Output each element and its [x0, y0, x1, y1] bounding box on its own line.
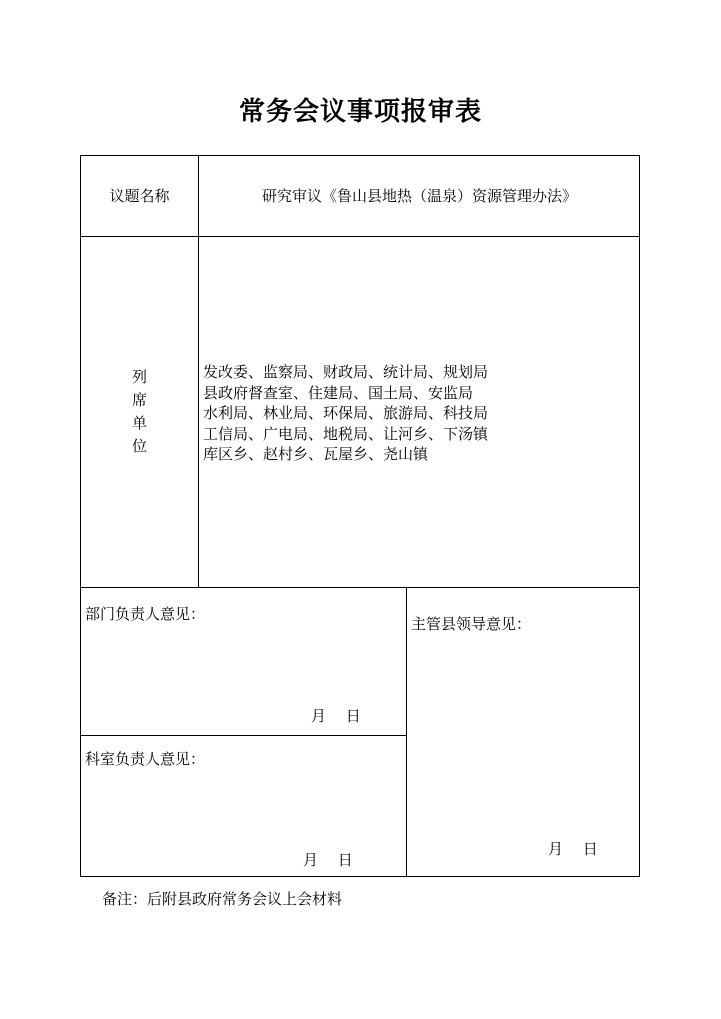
- dept-opinion-label: 部门负责人意见：: [85, 605, 206, 623]
- row-divider-dept-opinion: [81, 735, 406, 736]
- dept-opinion-date: 月 日: [311, 707, 361, 725]
- attendees-label-cell: [81, 237, 198, 587]
- topic-label: 议题名称: [109, 187, 170, 205]
- row-divider-attendees: [81, 587, 639, 588]
- leader-opinion-label: 主管县领导意见：: [411, 615, 532, 633]
- attendees-line: 县政府督查室、住建局、国土局、安监局: [203, 383, 474, 402]
- col-divider-opinion: [406, 587, 407, 876]
- section-opinion-date: 月 日: [303, 851, 353, 869]
- remark-note: 备注：后附县政府常务会议上会材料: [102, 890, 343, 908]
- page-title: 常务会议事项报审表: [238, 97, 482, 127]
- topic-value: 研究审议《鲁山县地热（温泉）资源管理办法》: [261, 187, 577, 205]
- attendees-label: 列席单位: [131, 368, 147, 455]
- attendees-list: [203, 362, 488, 465]
- attendees-line: 发改委、监察局、财政局、统计局、规划局: [203, 363, 489, 381]
- leader-opinion-date: 月 日: [548, 840, 598, 858]
- attendees-line: 水利局、林业局、环保局、旅游局、科技局: [203, 404, 489, 422]
- attendees-line: 工信局、广电局、地税局、让河乡、下汤镇: [203, 424, 489, 443]
- section-opinion-label: 科室负责人意见：: [85, 750, 206, 768]
- attendees-line: 库区乡、赵村乡、瓦屋乡、尧山镇: [203, 445, 429, 463]
- report-form-table: [80, 155, 640, 877]
